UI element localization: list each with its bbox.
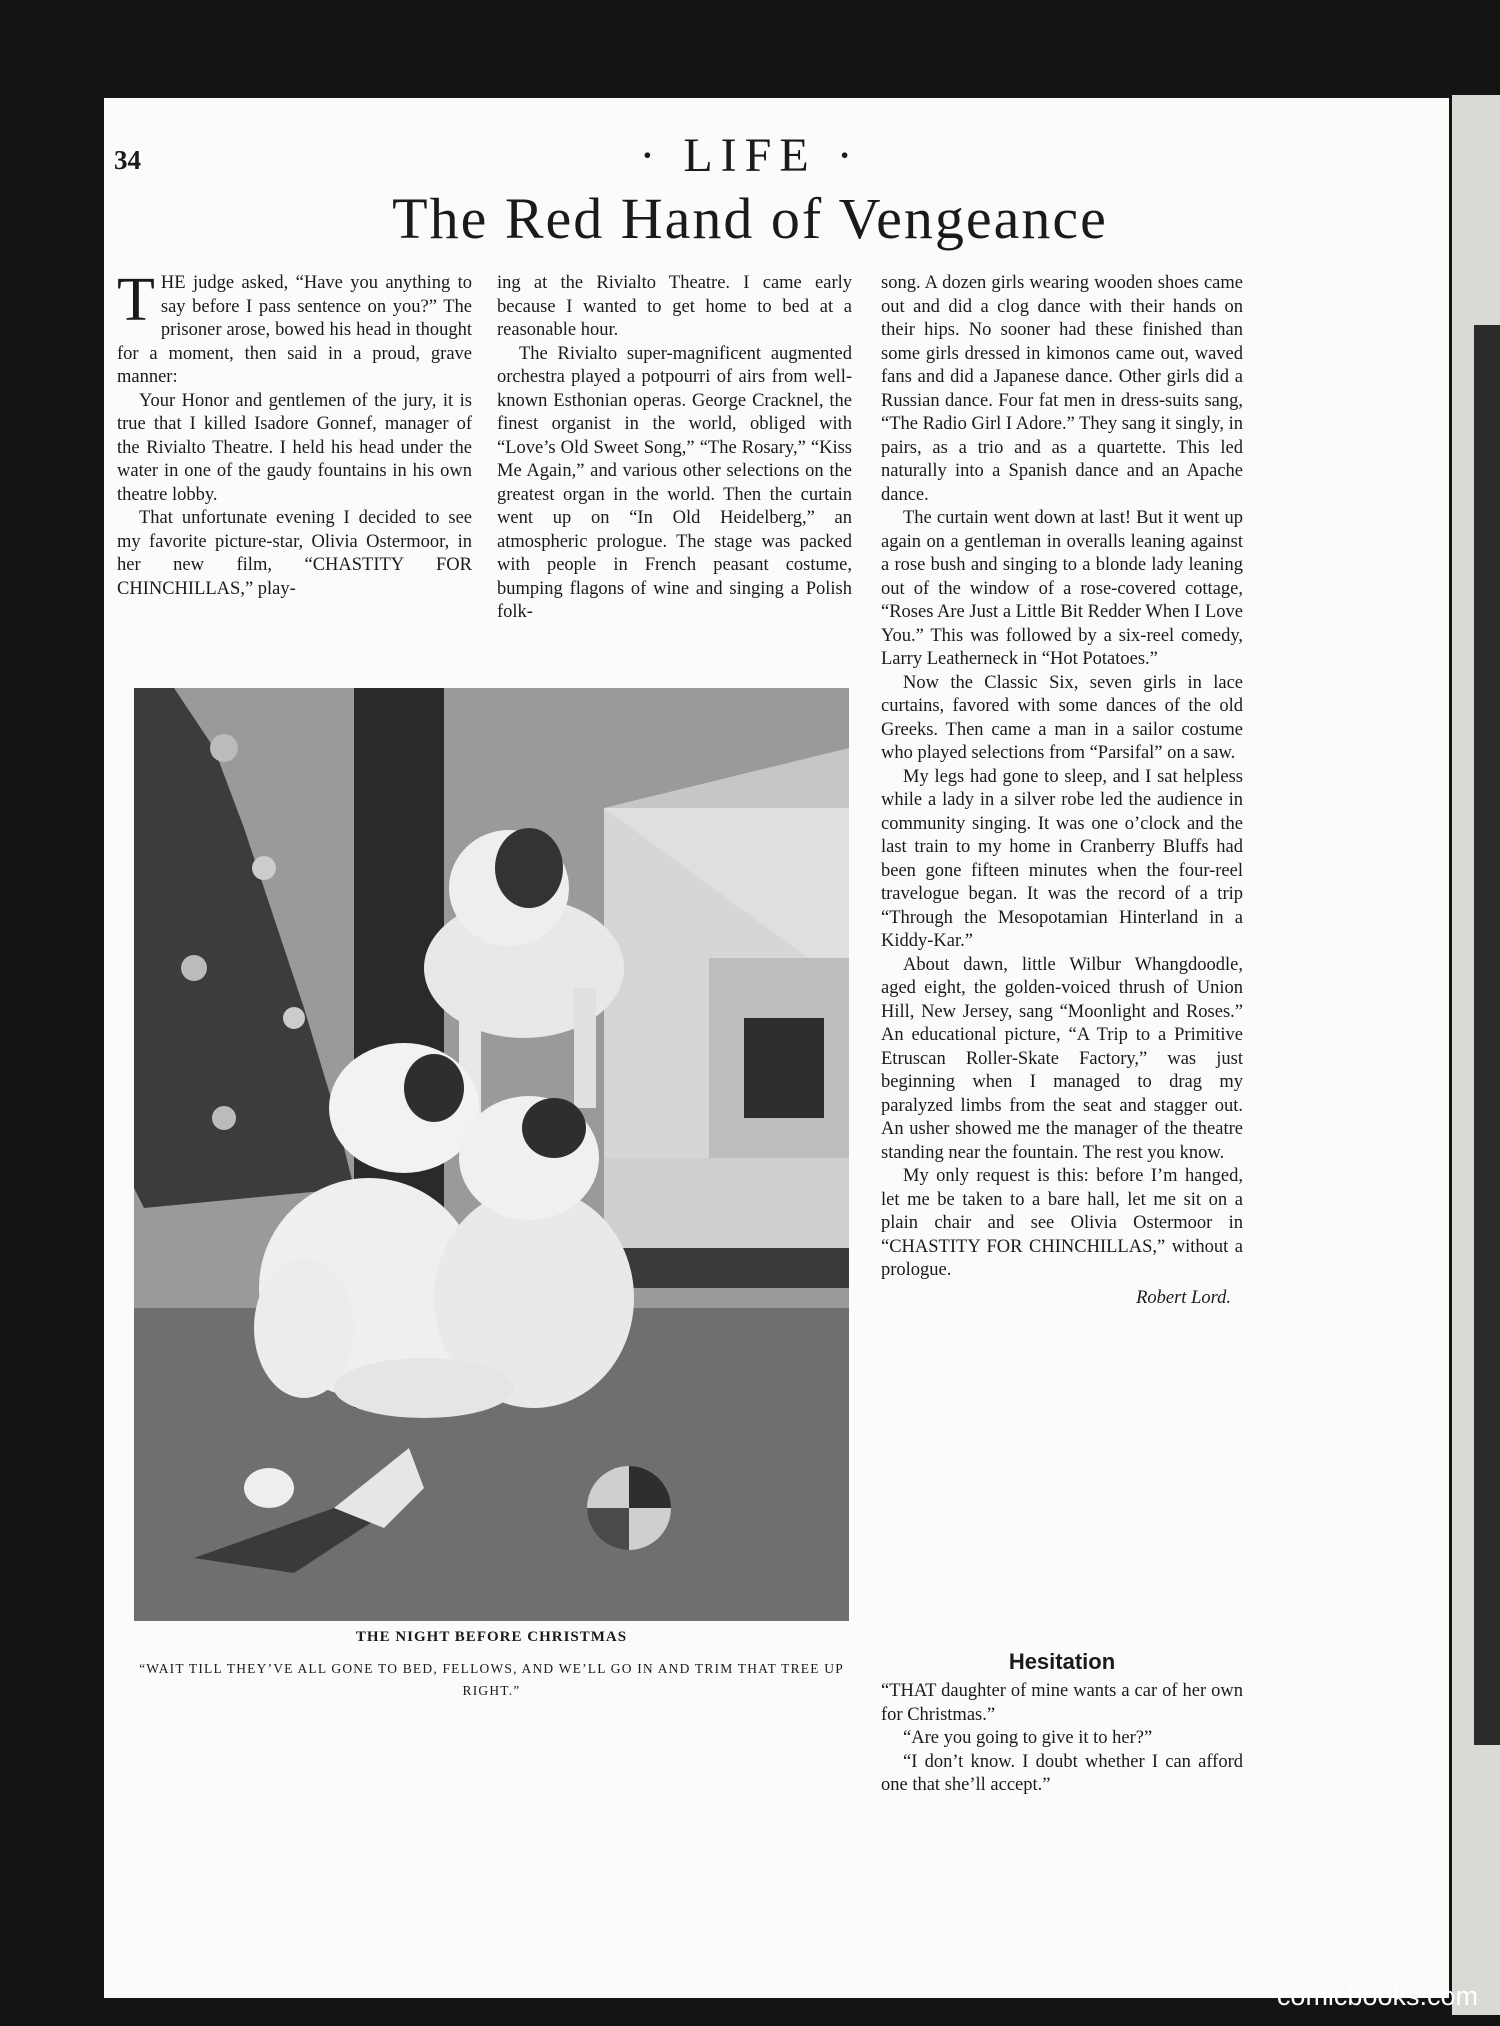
paragraph: My only request is this: before I’m hanged, let me be taken to a bare hall, let me sit on a plain chair and see Olivia Ostermoor in “CHASTITY FOR CHINCHILLAS,” without a prologue. xyxy=(881,1166,1243,1280)
watermark: comicbooks.com xyxy=(1276,1981,1478,2011)
article-column-2 xyxy=(497,272,852,625)
article-title: The Red Hand of Vengeance xyxy=(392,186,1108,251)
paragraph: Your Honor and gentlemen of the jury, it is true that I killed Isadore Gonnef, manager of the Rivialto Theatre. I held his head under the water in one of the gaudy fountains in his own theatre lobby. xyxy=(117,390,472,505)
paragraph: My legs had gone to sleep, and I sat helpless while a lady in a silver robe led the audience in community singing. It was one o’clock and the last train to my home in Cranberry Bluffs had been gone fifteen minutes when the four-reel travelogue began. It was the record of a trip “Through the Mesopotamian Hinterland in a Kiddy-Kar.” xyxy=(881,766,1243,951)
paragraph: “Are you going to give it to her?” xyxy=(903,1728,1153,1748)
hesitation-section xyxy=(881,1680,1243,1798)
paragraph: THE judge asked, “Have you anything to say before I pass sentence on you?” The prisoner arose, bowed his head in thought for a moment, then said in a proud, grave manner: xyxy=(117,266,472,387)
bulldog-puppies-illustration xyxy=(134,688,849,1621)
author-signature: Robert Lord. xyxy=(1136,1287,1231,1308)
paragraph: That unfortunate evening I decided to see my favorite picture-star, Olivia Ostermoor, in her new film, “CHASTITY FOR CHINCHILLAS,” play- xyxy=(117,508,472,599)
paragraph: “THAT daughter of mine wants a car of her own for Christmas.” xyxy=(881,1681,1243,1725)
drop-cap: T xyxy=(117,266,155,334)
paragraph: song. A dozen girls wearing wooden shoes came out and did a clog dance with their hands on their hips. No sooner had these finished than some girls dressed in kimonos came out, waved fans and did a Japanese dance. Other girls did a Russian dance. Four fat men in dress-suits sang, “The Radio Girl I Adore.” They sang it singly, in pairs, as a trio and as a quartette. This led naturally into a Spanish dance and an Apache dance. xyxy=(881,273,1243,505)
paragraph: The curtain went down at last! But it went up again on a gentleman in overalls leaning against a rose bush and singing to a blonde lady leaning out of the window of a rose-covered cottage, “Roses Are Just a Little Bit Redder When I Love You.” This was followed by a six-reel comedy, Larry Leatherneck in “Hot Potatoes.” xyxy=(881,508,1243,669)
caption-text: “WAIT TILL THEY’VE ALL GONE TO BED, FELLOWS, AND WE’LL GO IN AND TRIM THAT TREE UP RIGHT.” xyxy=(139,1661,844,1698)
caption-title: THE NIGHT BEFORE CHRISTMAS xyxy=(355,1629,628,1645)
paragraph: The Rivialto super-magnificent augmented orchestra played a potpourri of airs from well-known Esthonian operas. George Cracknel, the finest organist in the world, obliged with “Love’s Old Sweet Song,” “The Rosary,” “Kiss Me Again,” and various other selections on the greatest organ in the world. Then the curtain went up on “In Old Heidelberg,” an atmospheric prologue. The stage was packed with people in French peasant costume, bumping flagons of wine and singing a Polish folk- xyxy=(497,343,852,622)
article-column-1 xyxy=(117,266,472,601)
paragraph: “I don’t know. I doubt whether I can afford one that she’ll accept.” xyxy=(881,1751,1243,1795)
paragraph: About dawn, little Wilbur Whangdoodle, aged eight, the golden-voiced thrush of Union Hill, New Jersey, sang “Moonlight and Roses.” An educational picture, “A Trip to a Primitive Etruscan Roller-Skate Factory,” was just beginning when I managed to drag my paralyzed limbs from the seat and stagger out. An usher showed me the manager of the theatre standing near the fountain. The rest you know. xyxy=(881,954,1243,1163)
masthead: · LIFE · xyxy=(639,129,861,182)
page-number: 34 xyxy=(114,145,141,175)
illustration-drawing xyxy=(134,688,849,1621)
adjacent-page-edge xyxy=(1452,95,1500,2015)
section-title: Hesitation xyxy=(1008,1649,1116,1674)
paragraph: Now the Classic Six, seven girls in lace curtains, favored with some dances of the old Greeks. Then came a man in a sailor costume who played selections from “Parsifal” on a saw. xyxy=(881,672,1243,763)
paragraph: ing at the Rivialto Theatre. I came early because I wanted to get home to bed at a reasonable hour. xyxy=(497,273,852,340)
adjacent-page-image xyxy=(1474,325,1500,1745)
article-column-3 xyxy=(881,272,1243,1310)
